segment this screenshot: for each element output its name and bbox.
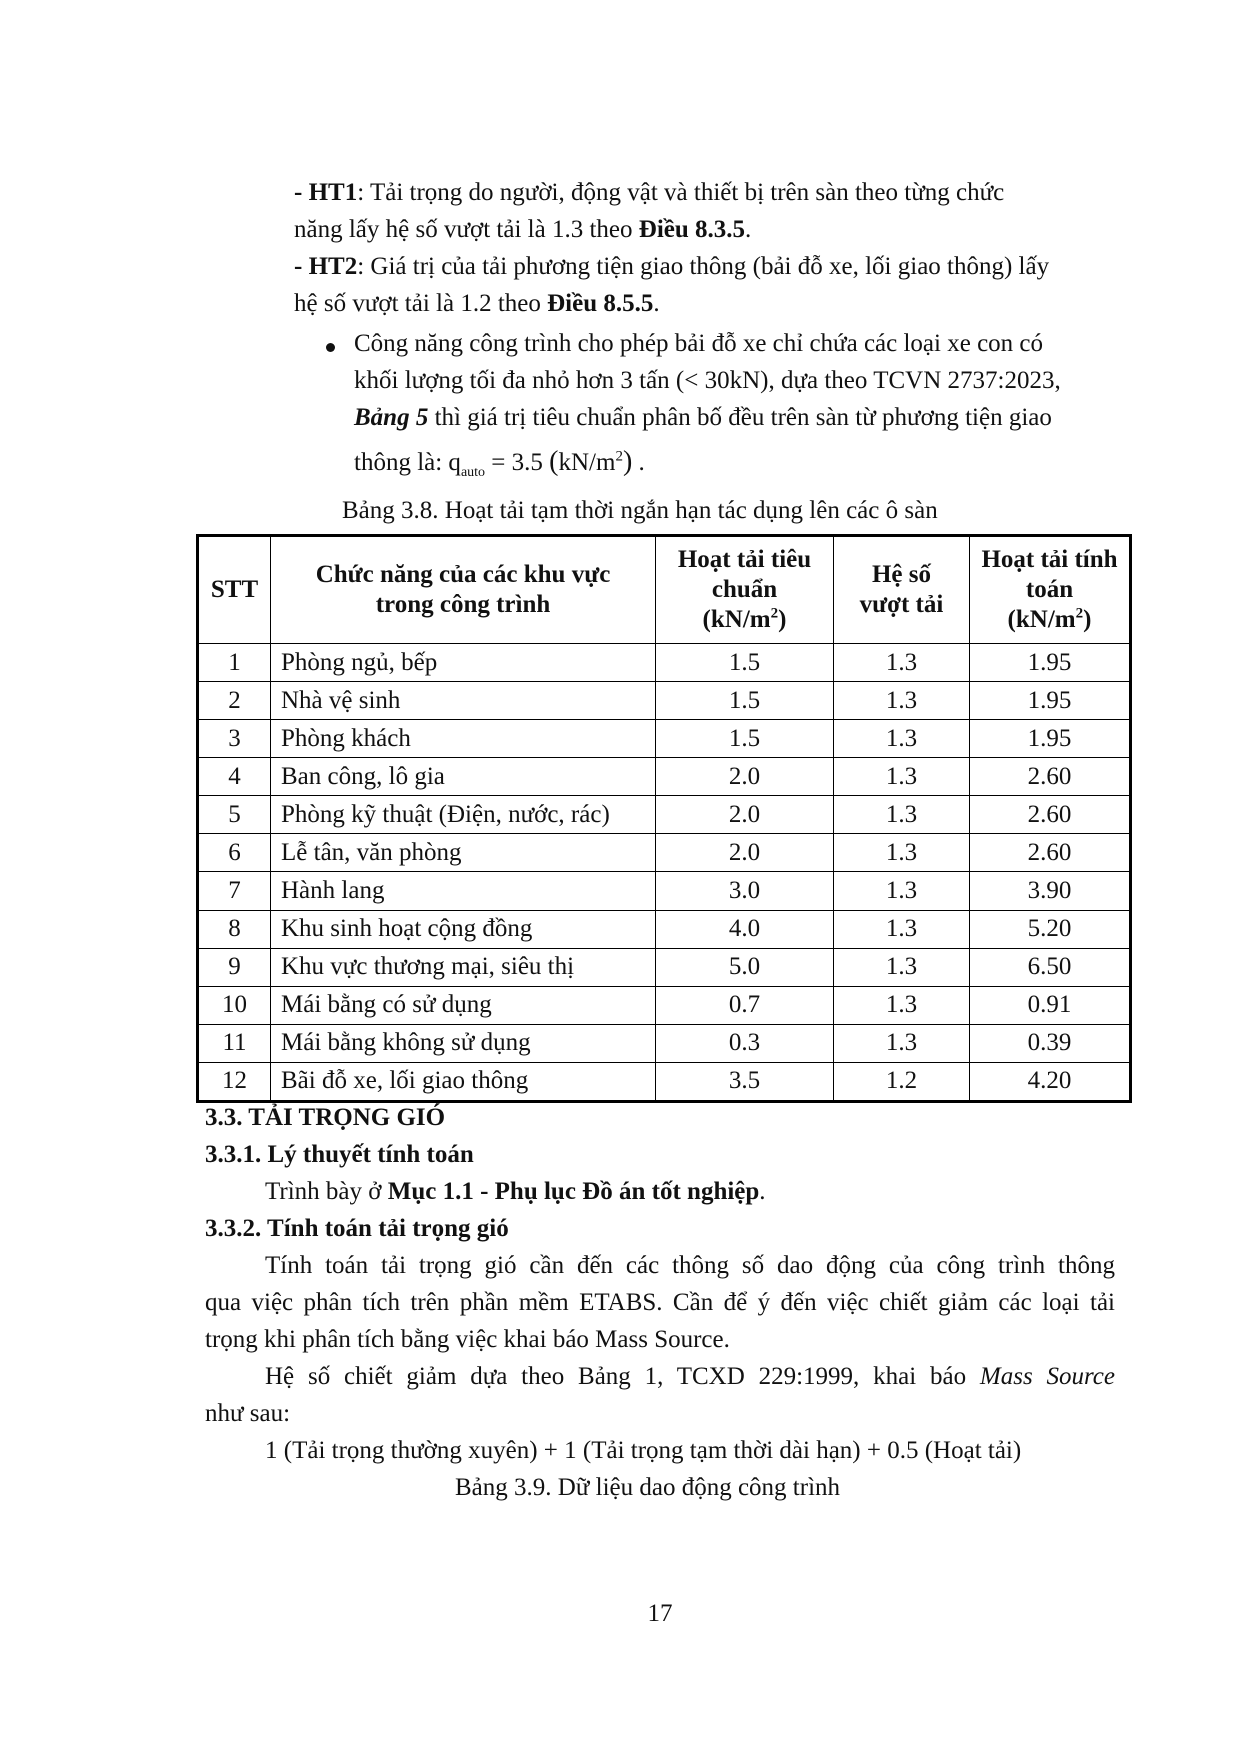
header-calc-line-3: $(kN/m^2)$ [1007,605,1092,633]
cell-stt: 6 [198,834,271,872]
cell-standard-load: 3.0 [656,872,834,910]
cell-standard-load: 2.0 [656,758,834,796]
p-331-pre: Trình bày ở [265,1178,388,1205]
ht1-ref: Điều 8.3.5 [638,216,746,243]
cell-function: Phòng kỹ thuật (Điện, nước, rác) [271,796,656,834]
cell-standard-load: 0.7 [656,986,834,1024]
table-row [198,758,1131,796]
table-row [198,910,1131,948]
live-load-table [196,534,1132,1103]
cell-calc-load: 5.20 [970,910,1131,948]
bullet-line-4: thông là: $q_{auto} = 3.5$ $(kN/m^2)$ . [354,446,645,480]
table-row [198,720,1131,758]
cell-calc-load: 2.60 [970,758,1131,796]
cell-overload-coef: 1.3 [834,644,970,682]
load-combination-formula: 1 (Tải trọng thường xuyên) + 1 (Tải trọng tạm thời dài hạn) + 0.5 (Hoạt tải) [265,1437,1022,1464]
cell-standard-load: 1.5 [656,720,834,758]
ht1-end: . [745,216,752,243]
paragraph-3-3-1 [265,1178,766,1207]
ht2-ref: Điều 8.5.5 [547,290,654,317]
cell-function: Mái bằng không sử dụng [271,1024,656,1062]
cell-stt: 5 [198,796,271,834]
cell-stt: 7 [198,872,271,910]
table-row [198,948,1131,986]
cell-calc-load: 1.95 [970,720,1131,758]
cell-overload-coef: 1.3 [834,834,970,872]
header-overload-coef [834,536,970,644]
header-function-line-2: trong công trình [375,591,551,618]
ht2-text-2: hệ số vượt tải là 1.2 theo [294,290,548,317]
header-std-line-1: Hoạt tải tiêu [677,546,812,573]
cell-stt: 12 [198,1062,271,1101]
header-calc-line-1: Hoạt tải tính [981,546,1118,573]
bullet-eq: = 3.5 [485,449,550,476]
cell-calc-load: 1.95 [970,644,1131,682]
q-subscript: auto [460,465,486,480]
cell-calc-load: 1.95 [970,682,1131,720]
ht2-line-2 [294,290,660,319]
table-row [198,834,1131,872]
header-std-line-3: $(kN/m^2)$ [702,605,787,633]
cell-stt: 3 [198,720,271,758]
cell-stt: 9 [198,948,271,986]
bullet-line-3 [354,404,1052,433]
table-3-9-caption: Bảng 3.9. Dữ liệu dao động công trình [455,1474,841,1501]
ht2-end: . [653,290,660,317]
cell-function: Phòng khách [271,720,656,758]
cell-function: Ban công, lô gia [271,758,656,796]
cell-standard-load: 1.5 [656,682,834,720]
cell-calc-load: 2.60 [970,796,1131,834]
cell-function: Lễ tân, văn phòng [271,834,656,872]
paragraph-3-3-2-line-1: Tính toán tải trọng gió cần đến các thông số dao động của công trình thông [265,1252,1115,1279]
ht1-label: - HT1 [294,179,358,206]
cell-overload-coef: 1.3 [834,758,970,796]
bullet-line-3-rest: thì giá trị tiêu chuẩn phân bố đều trên sàn từ phương tiện giao [428,404,1052,431]
cell-overload-coef: 1.2 [834,1062,970,1101]
header-stt: STT [198,536,271,644]
bullet-exp: 2 [615,448,623,465]
bullet-unit: kN/m [558,449,616,476]
cell-overload-coef: 1.3 [834,720,970,758]
ht1-line-1 [294,179,1004,208]
header-std-line-2: chuẩn [711,576,778,603]
cell-calc-load: 2.60 [970,834,1131,872]
cell-function: Bãi đỗ xe, lối giao thông [271,1062,656,1101]
cell-stt: 4 [198,758,271,796]
section-3-3-heading: 3.3. TẢI TRỌNG GIÓ [205,1104,446,1131]
cell-function: Phòng ngủ, bếp [271,644,656,682]
cell-overload-coef: 1.3 [834,796,970,834]
cell-standard-load: 2.0 [656,834,834,872]
bullet-line-1: Công năng công trình cho phép bải đỗ xe chỉ chứa các loại xe con có [354,330,1044,357]
p-coef-italic: Mass Source [979,1363,1115,1390]
cell-overload-coef: 1.3 [834,1024,970,1062]
table-row [198,1024,1131,1062]
ht1-text: : Tải trọng do người, động vật và thiết bị trên sàn theo từng chức [357,179,1005,206]
page-number: 17 [647,1600,673,1627]
p-331-end: . [759,1178,766,1205]
cell-calc-load: 0.91 [970,986,1131,1024]
cell-standard-load: 1.5 [656,644,834,682]
cell-standard-load: 0.3 [656,1024,834,1062]
table-row [198,986,1131,1024]
table-caption: Bảng 3.8. Hoạt tải tạm thời ngắn hạn tác dụng lên các ô sàn [342,497,938,524]
cell-function: Mái bằng có sử dụng [271,986,656,1024]
cell-overload-coef: 1.3 [834,948,970,986]
ht1-line-2 [294,216,751,245]
ht2-label: - HT2 [294,253,358,280]
table-row [198,796,1131,834]
p-331-ref: Mục 1.1 - Phụ lục Đồ án tốt nghiệp [387,1178,760,1205]
cell-function: Hành lang [271,872,656,910]
table-header-row [198,536,1131,644]
header-coef-line-2: vượt tải [859,591,944,618]
cell-overload-coef: 1.3 [834,872,970,910]
paragraph-coef-line-1 [265,1363,1115,1392]
bullet-end: . [632,449,645,476]
cell-calc-load: 4.20 [970,1062,1131,1101]
cell-standard-load: 2.0 [656,796,834,834]
header-calc-load [970,536,1131,644]
ht2-line-1 [294,253,1049,282]
section-3-3-1-heading: 3.3.1. Lý thuyết tính toán [205,1141,474,1168]
cell-stt: 1 [198,644,271,682]
paragraph-3-3-2-line-3: trọng khi phân tích bằng việc khai báo Mass Source. [205,1326,730,1353]
cell-standard-load: 3.5 [656,1062,834,1101]
table-row [198,644,1131,682]
header-calc-line-2: toán [1025,576,1074,603]
bullet-line-2: khối lượng tối đa nhỏ hơn 3 tấn (< 30kN), dựa theo TCVN 2737:2023, [354,367,1061,394]
cell-standard-load: 5.0 [656,948,834,986]
cell-function: Khu vực thương mại, siêu thị [271,948,656,986]
paragraph-coef-line-2: như sau: [205,1400,291,1427]
cell-calc-load: 0.39 [970,1024,1131,1062]
header-coef-line-1: Hệ số [871,561,932,588]
header-function [271,536,656,644]
cell-function: Nhà vệ sinh [271,682,656,720]
cell-stt: 8 [198,910,271,948]
p-coef-pre: Hệ số chiết giảm dựa theo Bảng 1, TCXD 229:1999, khai báo [265,1363,980,1390]
cell-stt: 2 [198,682,271,720]
bullet-dot-icon [326,343,335,352]
cell-stt: 10 [198,986,271,1024]
cell-overload-coef: 1.3 [834,910,970,948]
header-standard-load [656,536,834,644]
cell-function: Khu sinh hoạt cộng đồng [271,910,656,948]
cell-standard-load: 4.0 [656,910,834,948]
cell-calc-load: 6.50 [970,948,1131,986]
table-row [198,682,1131,720]
ht2-text: : Giá trị của tải phương tiện giao thông (bải đỗ xe, lối giao thông) lấy [357,253,1050,280]
bullet-ref: Bảng 5 [354,404,429,431]
section-3-3-2-heading: 3.3.2. Tính toán tải trọng gió [205,1215,509,1242]
table-row [198,872,1131,910]
cell-stt: 11 [198,1024,271,1062]
cell-calc-load: 3.90 [970,872,1131,910]
bullet-line-4-pre: thông là: q [354,449,461,476]
cell-overload-coef: 1.3 [834,682,970,720]
table-row [198,1062,1131,1101]
ht1-text-2: năng lấy hệ số vượt tải là 1.3 theo [294,216,639,243]
paragraph-3-3-2-line-2: qua việc phân tích trên phần mềm ETABS. Cần để ý đến việc chiết giảm các loại tải [205,1289,1115,1316]
cell-overload-coef: 1.3 [834,986,970,1024]
header-function-line-1: Chức năng của các khu vực [315,561,611,588]
